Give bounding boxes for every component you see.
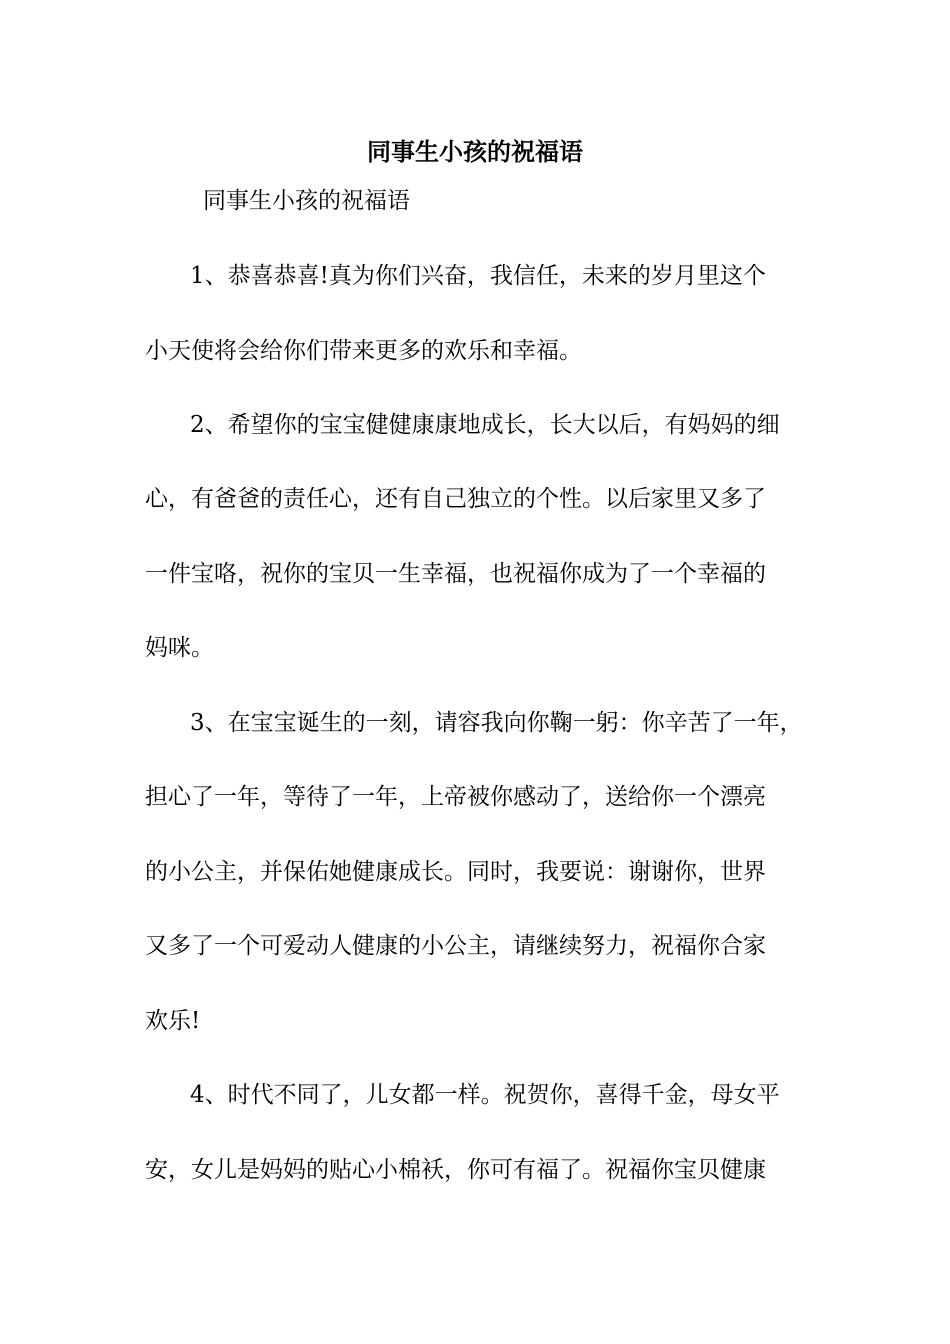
document-subtitle: 同事生小孩的祝福语 [203,188,410,214]
document-title: 同事生小孩的祝福语 [367,137,583,166]
paragraph-3-line-4: 又多了一个可爱动人健康的小公主，请继续努力，祝福你合家 [145,933,766,959]
paragraph-2-line-1: 2、希望你的宝宝健健康康地成长，长大以后，有妈妈的细 [190,412,780,438]
paragraph-2-line-2: 心，有爸爸的责任心，还有自己独立的个性。以后家里又多了 [145,486,766,512]
paragraph-3-line-5: 欢乐! [145,1008,201,1034]
paragraph-1-line-1: 1、恭喜恭喜!真为你们兴奋，我信任，未来的岁月里这个 [190,263,766,289]
paragraph-1-line-2: 小天使将会给你们带来更多的欢乐和幸福。 [145,338,582,364]
paragraph-3-line-1: 3、在宝宝诞生的一刻，请容我向你鞠一躬：你辛苦了一年， [190,710,803,736]
paragraph-3-line-3: 的小公主，并保佑她健康成长。同时，我要说：谢谢你，世界 [145,859,766,885]
paragraph-4-line-1: 4、时代不同了，儿女都一样。祝贺你，喜得千金，母女平 [190,1082,780,1108]
paragraph-2-line-4: 妈咪。 [145,635,214,661]
paragraph-2-line-3: 一件宝咯，祝你的宝贝一生幸福，也祝福你成为了一个幸福的 [145,561,766,587]
paragraph-3-line-2: 担心了一年，等待了一年，上帝被你感动了，送给你一个漂亮 [145,784,766,810]
paragraph-4-line-2: 安，女儿是妈妈的贴心小棉袄，你可有福了。祝福你宝贝健康 [145,1157,766,1183]
